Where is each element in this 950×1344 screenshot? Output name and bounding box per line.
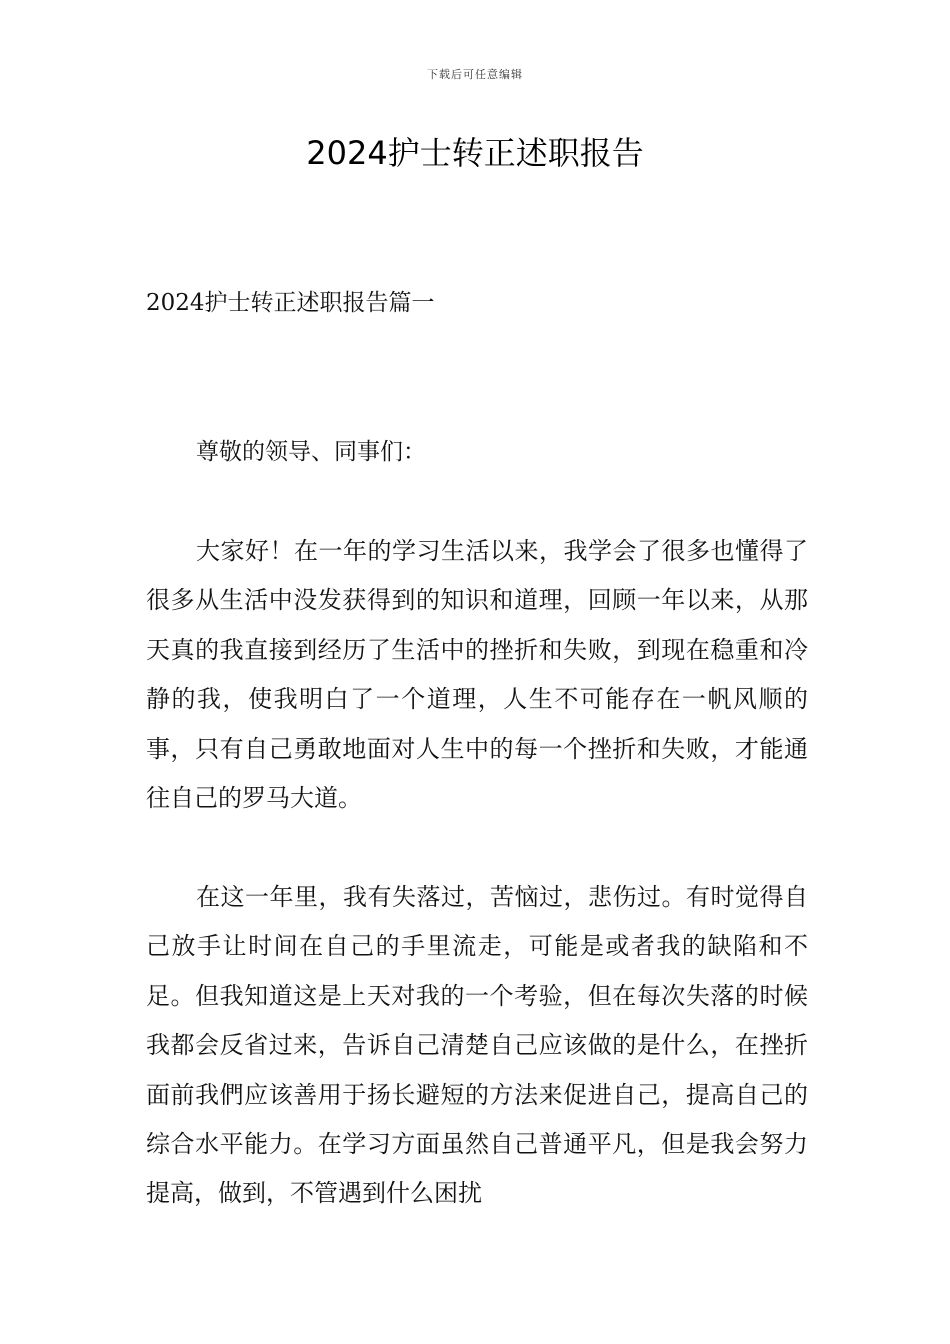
section-heading: 2024护士转正述职报告篇一: [146, 290, 435, 316]
body-paragraph: 大家好！在一年的学习生活以来，我学会了很多也懂得了很多从生活中没发获得到的知识和道理，回顾一年以来，从那天真的我直接到经历了生活中的挫折和失败，到现在稳重和冷静的我，使我明白了一个道理，人生不可能存在一帆风顺的事，只有自己勇敢地面对人生中的每一个挫折和失败，才能通往自己的罗马大道。: [146, 537, 808, 813]
header-note: 下载后可任意编辑: [427, 68, 523, 81]
salutation: 尊敬的领导、同事们：: [196, 439, 426, 465]
body-paragraph: 在这一年里，我有失落过，苦恼过，悲伤过。有时觉得自己放手让时间在自己的手里流走，可能是或者我的缺陷和不足。但我知道这是上天对我的一个考验，但在每次失落的时候我都会反省过来，告诉自己清楚自己应该做的是什么，在挫折面前我們应该善用于扬长避短的方法来促进自己，提高自己的综合水平能力。在学习方面虽然自己普通平凡，但是我会努力提高，做到，不管遇到什么困扰: [146, 883, 808, 1208]
document-title: 2024护士转正述职报告: [306, 134, 644, 172]
